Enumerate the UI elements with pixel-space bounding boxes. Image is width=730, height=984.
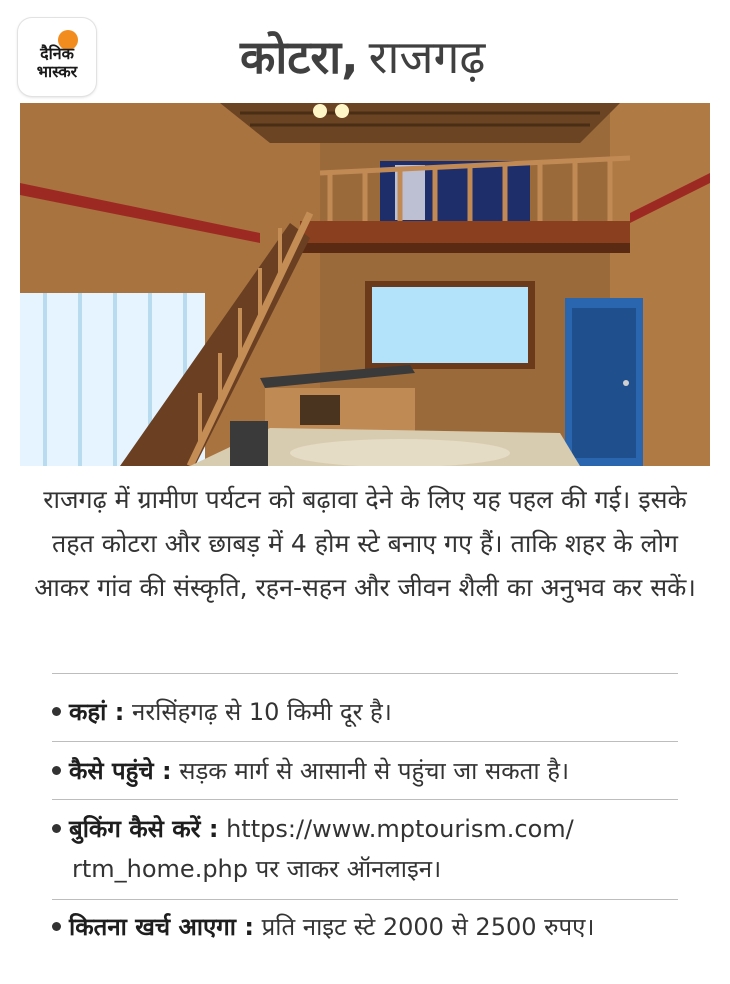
dainik-bhaskar-logo [18,18,96,96]
divider-2 [52,741,678,742]
photo-caption: राजगढ़ में ग्रामीण पर्यटन को बढ़ावा देने के लिए यह पहल की गई। इसके तहत कोटरा और छाबड़ में 4 होम स्टे बनाए गए हैं। ताकि शहर के लोग आकर गांव की संस्कृति, रहन-सहन और जीवन शैली का अनुभव कर सकें। [34,485,696,602]
headline-district: राजगढ़ [368,30,486,84]
bullet-icon [52,766,61,775]
info-cost-text: प्रति नाइट स्टे 2000 से 2500 रुपए। [261,913,595,941]
info-booking-url[interactable]: https://www.mptourism.com/ [226,815,574,843]
info-how-to-reach-label: कैसे पहुंचे : [69,757,172,785]
info-location [52,692,682,732]
info-how-to-reach [52,751,682,791]
info-location-label: कहां : [69,698,125,726]
logo-line-2: भास्कर [36,62,78,81]
divider-1 [52,673,678,674]
bullet-icon [52,824,61,833]
info-how-to-reach-text: सड़क मार्ग से आसानी से पहुंचा जा सकता है। [179,757,570,785]
headline [240,20,485,92]
home-stay-photo [20,103,710,466]
headline-place: कोटरा, [240,30,359,84]
info-location-text: नरसिंहगढ़ से 10 किमी दूर है। [132,698,392,726]
info-booking [52,809,682,889]
divider-4 [52,899,678,900]
divider-3 [52,799,678,800]
info-cost-label: कितना खर्च आएगा : [69,913,254,941]
info-booking-label: बुकिंग कैसे करें : [69,815,219,843]
room-illustration [20,103,710,466]
bullet-icon [52,707,61,716]
logo-line-1: दैनिक [40,44,74,63]
bullet-icon [52,922,61,931]
info-cost [52,907,682,947]
info-booking-text: rtm_home.php पर जाकर ऑनलाइन। [72,855,442,883]
